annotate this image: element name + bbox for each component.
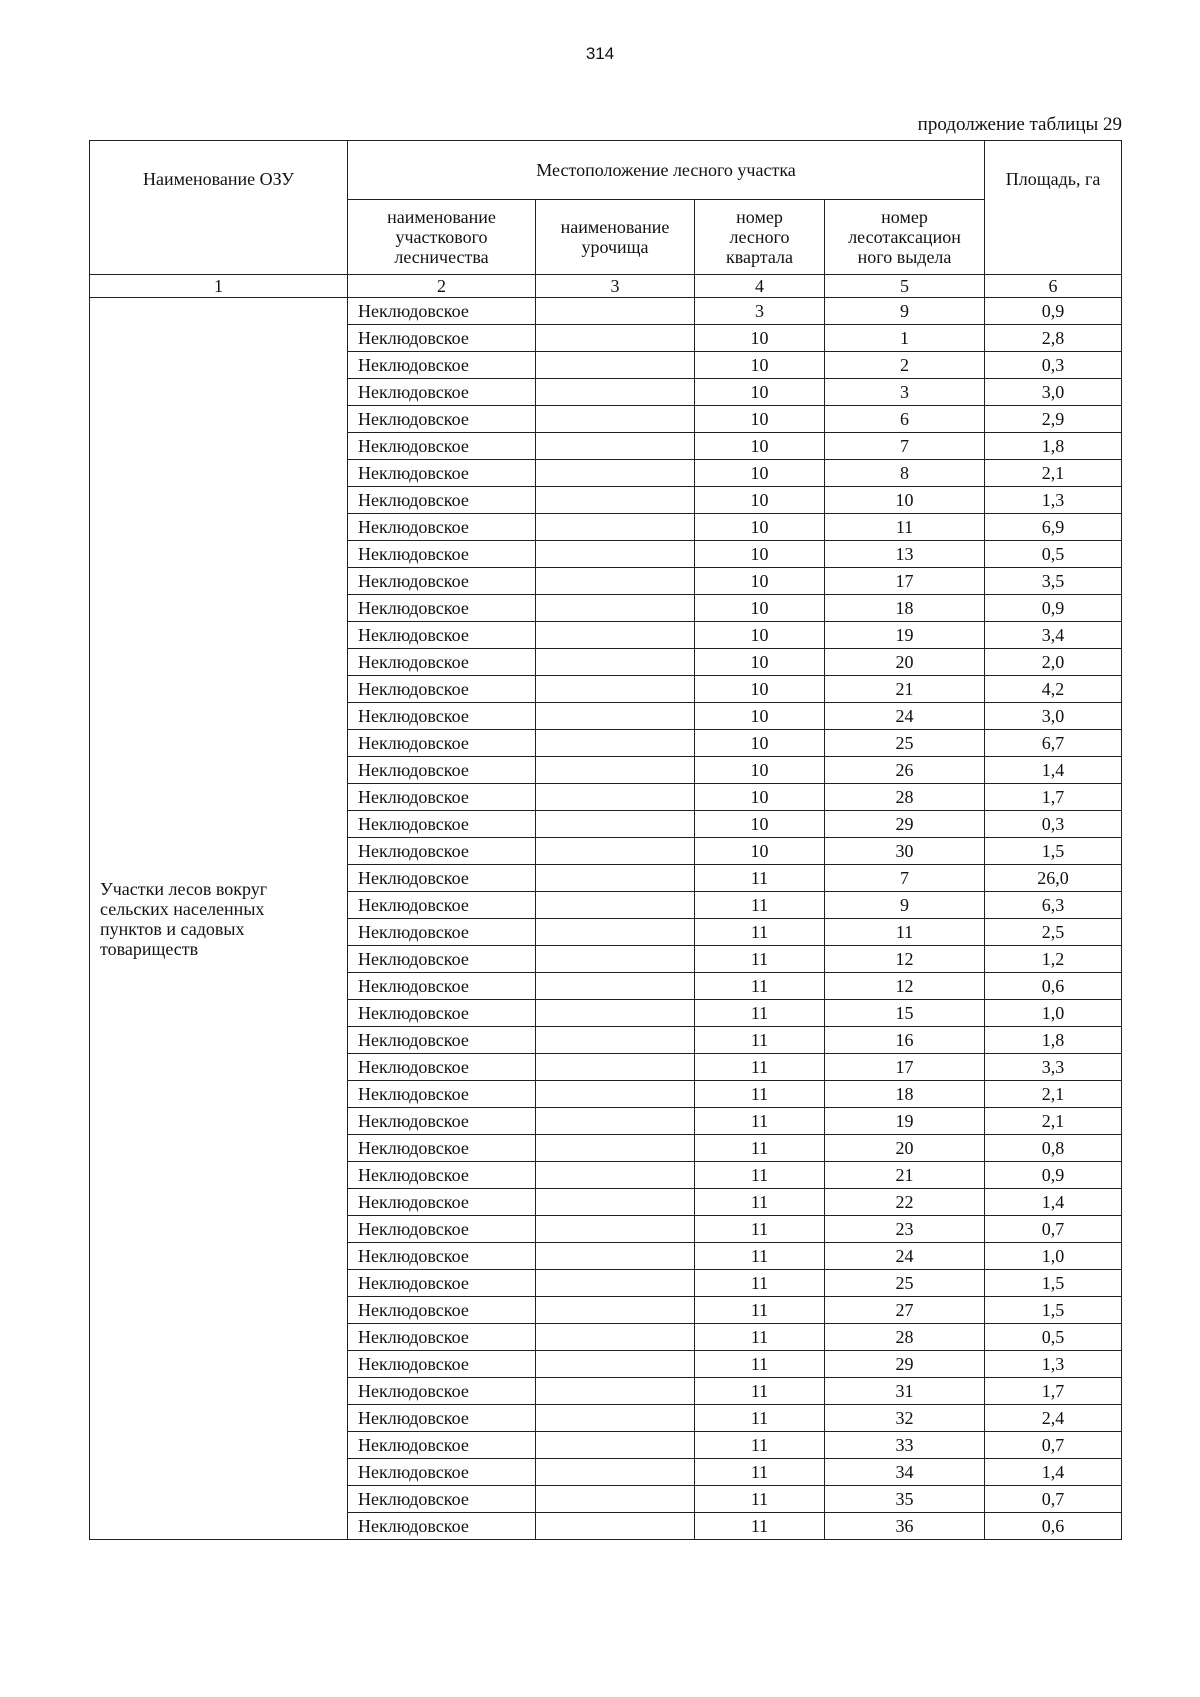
header-area — [985, 141, 1122, 275]
cell-quarter: 11 — [695, 1405, 825, 1432]
cell-area: 0,9 — [985, 595, 1122, 622]
cell-area: 1,8 — [985, 1027, 1122, 1054]
cell-unit: 20 — [825, 649, 985, 676]
cell-tract — [536, 1081, 695, 1108]
header-quarter-label: номер лесного квартала — [726, 207, 793, 267]
cell-forestry: Неклюдовское — [348, 865, 536, 892]
cell-tract — [536, 325, 695, 352]
ozu-name-cell — [90, 298, 348, 1540]
cell-forestry: Неклюдовское — [348, 892, 536, 919]
forest-plots-table — [89, 140, 1122, 1540]
cell-quarter: 10 — [695, 730, 825, 757]
cell-area: 2,8 — [985, 325, 1122, 352]
cell-quarter: 11 — [695, 892, 825, 919]
cell-quarter: 10 — [695, 379, 825, 406]
cell-forestry: Неклюдовское — [348, 730, 536, 757]
cell-forestry: Неклюдовское — [348, 1351, 536, 1378]
cell-forestry: Неклюдовское — [348, 703, 536, 730]
cell-unit: 13 — [825, 541, 985, 568]
cell-area: 0,9 — [985, 1162, 1122, 1189]
cell-quarter: 10 — [695, 514, 825, 541]
cell-area: 1,7 — [985, 1378, 1122, 1405]
cell-unit: 20 — [825, 1135, 985, 1162]
cell-forestry: Неклюдовское — [348, 1000, 536, 1027]
cell-area: 1,5 — [985, 1297, 1122, 1324]
cell-quarter: 11 — [695, 1135, 825, 1162]
cell-tract — [536, 838, 695, 865]
cell-tract — [536, 730, 695, 757]
cell-tract — [536, 622, 695, 649]
cell-tract — [536, 1297, 695, 1324]
cell-quarter: 3 — [695, 298, 825, 325]
cell-tract — [536, 811, 695, 838]
cell-quarter: 10 — [695, 325, 825, 352]
cell-quarter: 10 — [695, 676, 825, 703]
cell-forestry: Неклюдовское — [348, 487, 536, 514]
cell-quarter: 10 — [695, 487, 825, 514]
cell-quarter: 10 — [695, 703, 825, 730]
cell-area: 2,5 — [985, 919, 1122, 946]
cell-tract — [536, 1027, 695, 1054]
cell-area: 1,5 — [985, 1270, 1122, 1297]
header-location-label: Местоположение лесного участка — [536, 160, 796, 180]
cell-unit: 30 — [825, 838, 985, 865]
header-area-label: Площадь, га — [1005, 168, 1101, 189]
cell-area: 0,9 — [985, 298, 1122, 325]
cell-quarter: 10 — [695, 568, 825, 595]
cell-area: 0,6 — [985, 973, 1122, 1000]
header-ozu-name — [90, 141, 348, 275]
cell-quarter: 11 — [695, 1027, 825, 1054]
cell-tract — [536, 1432, 695, 1459]
column-number-row — [90, 275, 1122, 298]
cell-unit: 29 — [825, 811, 985, 838]
cell-area: 3,0 — [985, 703, 1122, 730]
cell-quarter: 10 — [695, 595, 825, 622]
cell-area: 6,9 — [985, 514, 1122, 541]
cell-area: 0,3 — [985, 352, 1122, 379]
cell-forestry: Неклюдовское — [348, 676, 536, 703]
cell-forestry: Неклюдовское — [348, 1297, 536, 1324]
cell-unit: 19 — [825, 622, 985, 649]
cell-tract — [536, 1000, 695, 1027]
cell-forestry: Неклюдовское — [348, 811, 536, 838]
cell-unit: 28 — [825, 784, 985, 811]
cell-unit: 24 — [825, 703, 985, 730]
cell-tract — [536, 946, 695, 973]
cell-forestry: Неклюдовское — [348, 622, 536, 649]
column-number: 2 — [348, 275, 536, 298]
cell-forestry: Неклюдовское — [348, 1081, 536, 1108]
column-number: 5 — [825, 275, 985, 298]
cell-unit: 9 — [825, 298, 985, 325]
cell-forestry: Неклюдовское — [348, 595, 536, 622]
cell-area: 1,0 — [985, 1000, 1122, 1027]
cell-tract — [536, 973, 695, 1000]
cell-area: 4,2 — [985, 676, 1122, 703]
cell-tract — [536, 1243, 695, 1270]
cell-area: 1,3 — [985, 1351, 1122, 1378]
cell-forestry: Неклюдовское — [348, 541, 536, 568]
cell-tract — [536, 595, 695, 622]
cell-area: 0,7 — [985, 1486, 1122, 1513]
header-ozu-label: Наименование ОЗУ — [143, 168, 294, 189]
cell-forestry: Неклюдовское — [348, 973, 536, 1000]
cell-unit: 24 — [825, 1243, 985, 1270]
cell-quarter: 11 — [695, 946, 825, 973]
cell-area: 2,4 — [985, 1405, 1122, 1432]
cell-area: 3,0 — [985, 379, 1122, 406]
cell-area: 0,8 — [985, 1135, 1122, 1162]
header-unit-label: номер лесотаксацион ного выдела — [848, 207, 961, 267]
cell-forestry: Неклюдовское — [348, 1162, 536, 1189]
cell-unit: 26 — [825, 757, 985, 784]
cell-unit: 11 — [825, 919, 985, 946]
cell-tract — [536, 1324, 695, 1351]
cell-tract — [536, 1108, 695, 1135]
cell-quarter: 11 — [695, 1108, 825, 1135]
cell-forestry: Неклюдовское — [348, 325, 536, 352]
table-row — [90, 298, 1122, 325]
cell-unit: 12 — [825, 973, 985, 1000]
cell-unit: 28 — [825, 1324, 985, 1351]
cell-unit: 36 — [825, 1513, 985, 1540]
cell-quarter: 11 — [695, 1432, 825, 1459]
cell-quarter: 11 — [695, 1351, 825, 1378]
cell-forestry: Неклюдовское — [348, 1486, 536, 1513]
cell-unit: 1 — [825, 325, 985, 352]
cell-unit: 12 — [825, 946, 985, 973]
cell-area: 6,7 — [985, 730, 1122, 757]
cell-unit: 29 — [825, 1351, 985, 1378]
cell-forestry: Неклюдовское — [348, 784, 536, 811]
ozu-name-text: Участки лесов вокруг сельских населенных пунктов и садовых товариществ — [100, 878, 268, 959]
cell-unit: 23 — [825, 1216, 985, 1243]
cell-quarter: 11 — [695, 973, 825, 1000]
cell-unit: 17 — [825, 568, 985, 595]
cell-area: 1,5 — [985, 838, 1122, 865]
cell-unit: 25 — [825, 730, 985, 757]
cell-forestry: Неклюдовское — [348, 649, 536, 676]
cell-area: 1,0 — [985, 1243, 1122, 1270]
cell-quarter: 11 — [695, 1270, 825, 1297]
cell-quarter: 11 — [695, 919, 825, 946]
cell-quarter: 11 — [695, 1297, 825, 1324]
cell-unit: 15 — [825, 1000, 985, 1027]
cell-quarter: 10 — [695, 541, 825, 568]
cell-area: 2,9 — [985, 406, 1122, 433]
cell-quarter: 11 — [695, 1243, 825, 1270]
cell-tract — [536, 514, 695, 541]
cell-forestry: Неклюдовское — [348, 946, 536, 973]
header-tract — [536, 200, 695, 275]
cell-forestry: Неклюдовское — [348, 1027, 536, 1054]
cell-area: 3,3 — [985, 1054, 1122, 1081]
cell-quarter: 11 — [695, 1189, 825, 1216]
cell-area: 0,7 — [985, 1432, 1122, 1459]
cell-tract — [536, 1270, 695, 1297]
cell-forestry: Неклюдовское — [348, 1513, 536, 1540]
cell-forestry: Неклюдовское — [348, 406, 536, 433]
cell-forestry: Неклюдовское — [348, 568, 536, 595]
cell-area: 1,4 — [985, 1189, 1122, 1216]
cell-forestry: Неклюдовское — [348, 1189, 536, 1216]
cell-unit: 35 — [825, 1486, 985, 1513]
cell-forestry: Неклюдовское — [348, 460, 536, 487]
cell-forestry: Неклюдовское — [348, 1216, 536, 1243]
cell-tract — [536, 352, 695, 379]
cell-tract — [536, 460, 695, 487]
cell-forestry: Неклюдовское — [348, 379, 536, 406]
cell-tract — [536, 1351, 695, 1378]
cell-unit: 19 — [825, 1108, 985, 1135]
cell-unit: 3 — [825, 379, 985, 406]
cell-tract — [536, 892, 695, 919]
cell-quarter: 11 — [695, 1486, 825, 1513]
cell-area: 1,4 — [985, 757, 1122, 784]
header-quarter — [695, 200, 825, 275]
table-header — [90, 141, 1122, 298]
column-number: 1 — [90, 275, 348, 298]
cell-unit: 32 — [825, 1405, 985, 1432]
cell-forestry: Неклюдовское — [348, 1459, 536, 1486]
cell-tract — [536, 919, 695, 946]
cell-forestry: Неклюдовское — [348, 1243, 536, 1270]
cell-quarter: 10 — [695, 784, 825, 811]
cell-area: 1,7 — [985, 784, 1122, 811]
cell-tract — [536, 1189, 695, 1216]
cell-forestry: Неклюдовское — [348, 1108, 536, 1135]
cell-forestry: Неклюдовское — [348, 1432, 536, 1459]
cell-area: 1,8 — [985, 433, 1122, 460]
cell-tract — [536, 1405, 695, 1432]
cell-tract — [536, 1162, 695, 1189]
cell-area: 1,4 — [985, 1459, 1122, 1486]
column-number: 4 — [695, 275, 825, 298]
column-number: 6 — [985, 275, 1122, 298]
cell-quarter: 10 — [695, 838, 825, 865]
table-body — [90, 298, 1122, 1540]
cell-forestry: Неклюдовское — [348, 1405, 536, 1432]
cell-unit: 18 — [825, 595, 985, 622]
cell-area: 2,1 — [985, 1081, 1122, 1108]
cell-unit: 11 — [825, 514, 985, 541]
cell-quarter: 11 — [695, 1054, 825, 1081]
cell-quarter: 10 — [695, 649, 825, 676]
cell-quarter: 10 — [695, 622, 825, 649]
cell-unit: 22 — [825, 1189, 985, 1216]
header-location — [348, 141, 985, 200]
header-tract-label: наименование урочища — [560, 217, 670, 257]
cell-tract — [536, 1216, 695, 1243]
cell-tract — [536, 1486, 695, 1513]
cell-unit: 8 — [825, 460, 985, 487]
cell-quarter: 11 — [695, 1162, 825, 1189]
cell-tract — [536, 757, 695, 784]
cell-unit: 10 — [825, 487, 985, 514]
cell-forestry: Неклюдовское — [348, 1135, 536, 1162]
cell-tract — [536, 703, 695, 730]
header-unit — [825, 200, 985, 275]
cell-forestry: Неклюдовское — [348, 433, 536, 460]
column-number: 3 — [536, 275, 695, 298]
cell-unit: 33 — [825, 1432, 985, 1459]
cell-area: 0,7 — [985, 1216, 1122, 1243]
cell-tract — [536, 379, 695, 406]
cell-unit: 16 — [825, 1027, 985, 1054]
cell-forestry: Неклюдовское — [348, 919, 536, 946]
cell-unit: 27 — [825, 1297, 985, 1324]
cell-unit: 6 — [825, 406, 985, 433]
cell-area: 2,1 — [985, 460, 1122, 487]
cell-unit: 18 — [825, 1081, 985, 1108]
cell-area: 26,0 — [985, 865, 1122, 892]
cell-area: 3,4 — [985, 622, 1122, 649]
cell-area: 3,5 — [985, 568, 1122, 595]
cell-unit: 21 — [825, 1162, 985, 1189]
cell-tract — [536, 298, 695, 325]
cell-unit: 9 — [825, 892, 985, 919]
cell-forestry: Неклюдовское — [348, 298, 536, 325]
cell-quarter: 10 — [695, 433, 825, 460]
cell-forestry: Неклюдовское — [348, 1270, 536, 1297]
cell-quarter: 10 — [695, 406, 825, 433]
cell-tract — [536, 1135, 695, 1162]
cell-tract — [536, 406, 695, 433]
cell-tract — [536, 649, 695, 676]
cell-forestry: Неклюдовское — [348, 757, 536, 784]
cell-unit: 7 — [825, 865, 985, 892]
header-forestry — [348, 200, 536, 275]
cell-forestry: Неклюдовское — [348, 514, 536, 541]
cell-unit: 21 — [825, 676, 985, 703]
cell-area: 2,0 — [985, 649, 1122, 676]
cell-forestry: Неклюдовское — [348, 838, 536, 865]
cell-unit: 34 — [825, 1459, 985, 1486]
cell-tract — [536, 487, 695, 514]
cell-area: 1,3 — [985, 487, 1122, 514]
cell-forestry: Неклюдовское — [348, 1378, 536, 1405]
cell-quarter: 11 — [695, 1216, 825, 1243]
page-number: 314 — [585, 44, 615, 63]
cell-area: 0,3 — [985, 811, 1122, 838]
cell-area: 1,2 — [985, 946, 1122, 973]
cell-area: 0,5 — [985, 1324, 1122, 1351]
cell-quarter: 10 — [695, 352, 825, 379]
cell-unit: 7 — [825, 433, 985, 460]
cell-quarter: 11 — [695, 1000, 825, 1027]
cell-area: 0,6 — [985, 1513, 1122, 1540]
cell-tract — [536, 541, 695, 568]
cell-tract — [536, 568, 695, 595]
cell-quarter: 11 — [695, 1513, 825, 1540]
cell-tract — [536, 865, 695, 892]
cell-quarter: 11 — [695, 1081, 825, 1108]
cell-quarter: 11 — [695, 1459, 825, 1486]
cell-tract — [536, 1378, 695, 1405]
cell-quarter: 11 — [695, 1378, 825, 1405]
cell-tract — [536, 433, 695, 460]
cell-forestry: Неклюдовское — [348, 352, 536, 379]
cell-unit: 31 — [825, 1378, 985, 1405]
cell-quarter: 10 — [695, 811, 825, 838]
cell-unit: 25 — [825, 1270, 985, 1297]
table-continuation-caption: продолжение таблицы 29 — [917, 114, 1122, 135]
cell-quarter: 10 — [695, 757, 825, 784]
cell-tract — [536, 1513, 695, 1540]
cell-tract — [536, 676, 695, 703]
cell-unit: 2 — [825, 352, 985, 379]
cell-quarter: 11 — [695, 1324, 825, 1351]
cell-unit: 17 — [825, 1054, 985, 1081]
cell-area: 2,1 — [985, 1108, 1122, 1135]
cell-area: 6,3 — [985, 892, 1122, 919]
cell-forestry: Неклюдовское — [348, 1324, 536, 1351]
cell-tract — [536, 1459, 695, 1486]
cell-quarter: 10 — [695, 460, 825, 487]
header-forestry-label: наименование участкового лесничества — [387, 207, 496, 267]
cell-tract — [536, 784, 695, 811]
cell-tract — [536, 1054, 695, 1081]
cell-quarter: 11 — [695, 865, 825, 892]
cell-forestry: Неклюдовское — [348, 1054, 536, 1081]
cell-area: 0,5 — [985, 541, 1122, 568]
